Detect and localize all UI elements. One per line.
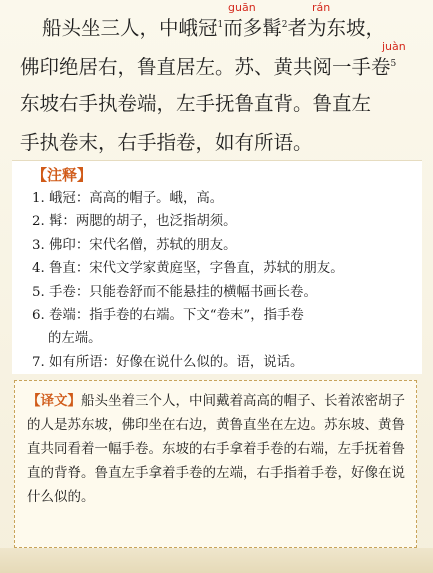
note-item: 4. 鲁直：宋代文学家黄庭坚，字鲁直，苏轼的朋友。: [32, 261, 344, 277]
translation-text: 船头坐着三个人，中间戴着高高的帽子、长着浓密胡子的人是苏东坡，佛印坐在右边，黄鲁直坐在左边。苏东坡、黄鲁直共同看着一幅手卷。东坡的右手拿着手卷的右端，左手抚着鲁直的背脊。鲁直左手拿着手卷的左端，右手指着手卷，好像在说什么似的。: [27, 393, 405, 505]
note-item-continued: 的左端。: [48, 331, 102, 347]
pinyin-juan: juàn: [382, 40, 406, 53]
pinyin-ran: rán: [312, 1, 331, 14]
note-item: 2. 髯：两腮的胡子，也泛指胡须。: [32, 214, 237, 230]
passage-line-2-text: 佛印绝居右，鲁直居左。苏、黄共阅一手卷: [20, 55, 391, 79]
note-item: 5. 手卷：只能卷舒而不能悬挂的横幅书画长卷。: [32, 284, 317, 300]
translation-label: 【译文】: [27, 393, 81, 409]
passage-line-1-text: 船头坐三人，中峨冠: [42, 16, 218, 40]
note-item: 6. 卷端：指手卷的右端。下文“卷末”，指手卷: [32, 308, 304, 324]
passage-line-3: [20, 84, 420, 123]
translation-box: [14, 380, 417, 548]
note-item: 1. 峨冠：高高的帽子。峨，高。: [32, 191, 224, 206]
passage-line-2: juàn 佛印绝居右，鲁直居左。苏、黄共阅一手卷$^5$: [20, 40, 406, 79]
note-item: 3. 佛印：宋代名僧，苏轼的朋友。: [32, 237, 237, 253]
passage-line-4: [20, 123, 420, 162]
note-item: 7. 如有所语：好像在说什么似的。语，说话。: [32, 354, 304, 370]
notes-section: [12, 160, 422, 374]
classical-passage: [20, 1, 420, 162]
passage-line-4-text: 手执卷末，右手指卷，如有所语。: [20, 131, 313, 154]
notes-title: 【注释】: [32, 166, 93, 184]
decorative-footer: [0, 548, 433, 573]
pinyin-guan: guān: [228, 1, 256, 14]
passage-line-1: guān rán 船头坐三人，中峨冠$^1$而多髯$^2$者为东坡，: [42, 1, 386, 40]
passage-line-3-text: 东坡右手执卷端，左手抚鲁直背。鲁直左: [20, 92, 372, 115]
